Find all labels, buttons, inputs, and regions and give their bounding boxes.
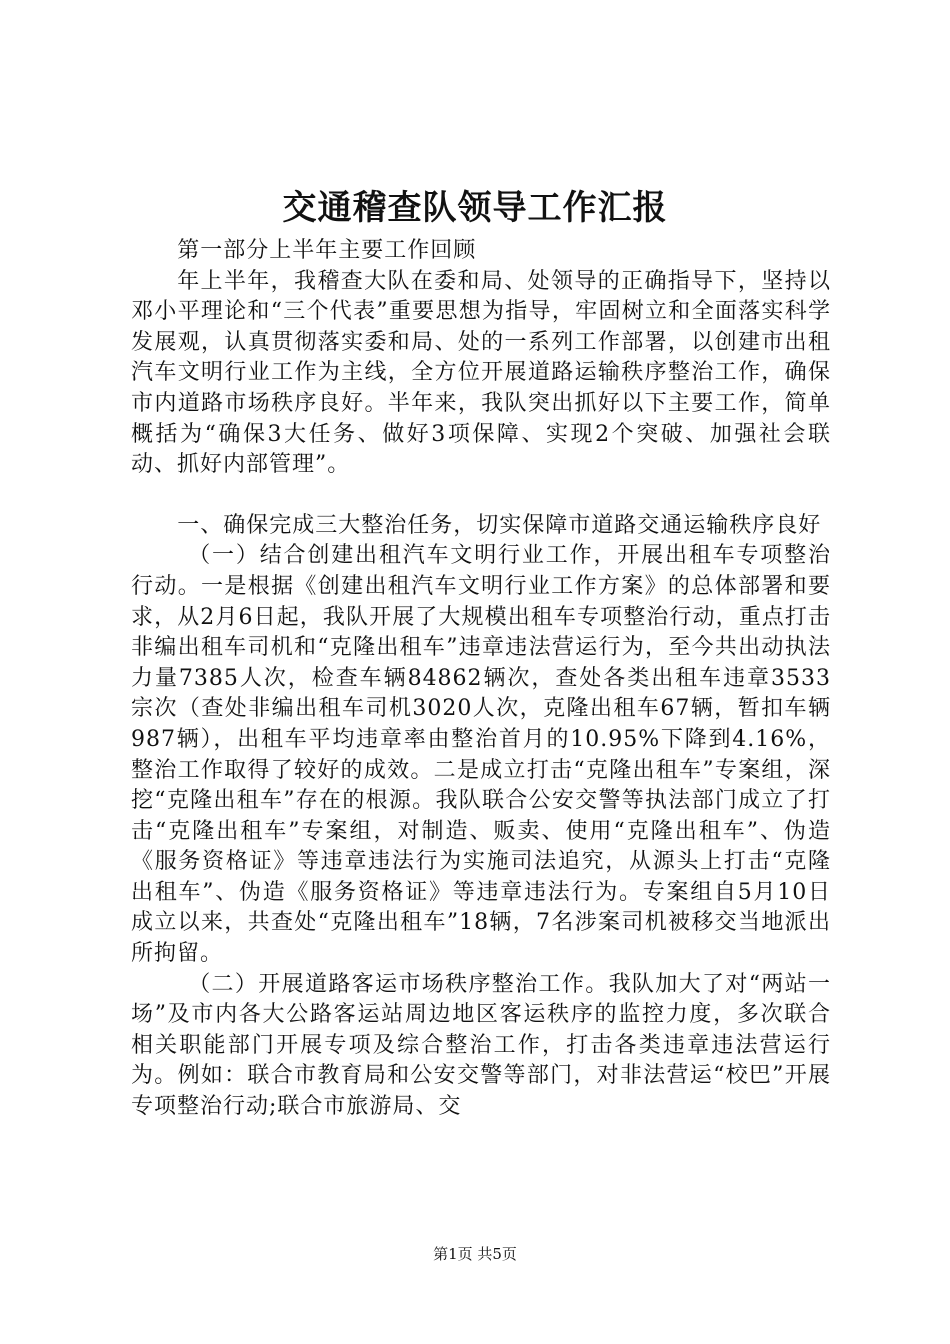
section-heading-task-one: 一、确保完成三大整治任务，切实保障市道路交通运输秩序良好 [177,512,822,538]
document-body [131,236,831,1123]
subsection-paragraph-one: （一）结合创建出租汽车文明行业工作，开展出租车专项整治行动。一是根据《创建出租汽车文明行业工作方案》的总体部署和要求，从2月6日起，我队开展了大规模出租车专项整治行动，重点打击非编出租车司机和“克隆出租车”违章违法营运行为，至今共出动执法力量7385人次，检查车辆84862辆次，查处各类出租车违章3533宗次（查处非编出租车司机3020人次，克隆出租车67辆，暂扣车辆987辆），出租车平均违章率由整治首月的10.95%下降到4.16%，整治工作取得了较好的成效。二是成立打击“克隆出租车”专案组，深挖“克隆出租车”存在的根源。我队联合公安交警等执法部门成立了打击“克隆出租车”专案组，对制造、贩卖、使用“克隆出租车”、伪造《服务资格证》等违章违法行为实施司法追究，从源头上打击“克隆出租车”、伪造《服务资格证》等违章违法行为。专案组自5月10日成立以来，共查处“克隆出租车”18辆，7名涉案司机被移交当地派出所拘留。 [131,543,831,967]
subsection-paragraph-two: （二）开展道路客运市场秩序整治工作。我队加大了对“两站一场”及市内各大公路客运站周边地区客运秩序的监控力度，多次联合相关职能部门开展专项及综合整治工作，打击各类违章违法营运行为。例如：联合市教育局和公安交警等部门，对非法营运“校巴”开展专项整治行动;联合市旅游局、交 [131,971,831,1120]
intro-paragraph: 年上半年，我稽查大队在委和局、处领导的正确指导下，坚持以邓小平理论和“三个代表”重要思想为指导，牢固树立和全面落实科学发展观，认真贯彻落实委和局、处的一系列工作部署，以创建市出租汽车文明行业工作为主线，全方位开展道路运输秩序整治工作，确保市内道路市场秩序良好。半年来，我队突出抓好以下主要工作，简单概括为“确保3大任务、做好3项保障、实现2个突破、加强社会联动、抓好内部管理”。 [131,268,831,478]
section-heading-part-one: 第一部分上半年主要工作回顾 [177,238,477,263]
document-title: 交通稽查队领导工作汇报 [282,188,668,228]
page-footer: 第1页 共5页 [433,1245,517,1263]
